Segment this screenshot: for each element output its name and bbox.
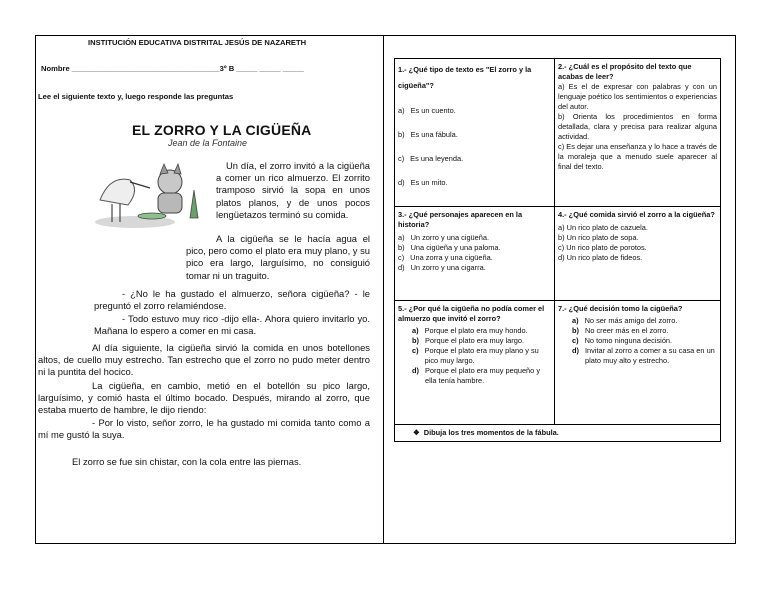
option: a) Un rico plato de cazuela. — [558, 223, 648, 232]
question-3 — [395, 207, 555, 301]
option: a) Es el de expresar con palabras y con un lenguaje poético los sentimientos o experiencias del autor. — [558, 82, 717, 111]
story-paragraph-7: - Por lo visto, señor zorro, le ha gustado mi comida tanto como a mí me gustó la suya. — [38, 417, 370, 441]
draw-instruction: ❖ Dibuja los tres momentos de la fábula. — [395, 425, 721, 442]
story-paragraph-2: A la cigüeña se le hacía agua el pico, pero como el plato era muy plano, y su pico era largo, larguísimo, no consiguió tomar ni un traguito. — [186, 233, 370, 281]
fox-stork-illustration — [90, 160, 216, 230]
option: c) Porque el plato era muy plano y su pico muy largo. — [412, 346, 539, 365]
option: b) Porque el plato era muy largo. — [412, 336, 524, 345]
question-1 — [395, 59, 555, 207]
question-5-title: 5.- ¿Por qué la cigüeña no podía comer el almuerzo que invitó el zorro? — [398, 304, 545, 323]
option: d) Un rico plato de fideos. — [558, 253, 643, 262]
option: d) Invitar al zorro a comer a su casa en un plato muy alto y estrecho. — [572, 346, 715, 365]
story-paragraph-6: La cigüeña, en cambio, metió en el botellón su pico largo, larguísimo, y comió hasta el último bocado. Después, mirando al zorro, que estaba muerto de hambre, le dijo riendo: — [38, 380, 370, 416]
question-2-title: 2.- ¿Cuál es el propósito del texto que acabas de leer? — [558, 62, 692, 81]
story-paragraph-5: Al día siguiente, la cigüeña sirvió la comida en unos botellones altos, de cuello muy estrecho. Tan estrecho que el zorro no pudo meter dentro ni la puntita del hocico. — [38, 342, 370, 378]
question-7-title: 7.- ¿Qué decisión tomo la cigüeña? — [558, 304, 683, 313]
option: a) Es un cuento. — [398, 106, 456, 115]
option: c) No tomo ninguna decisión. — [572, 336, 673, 345]
option: b) Una cigüeña y una paloma. — [398, 243, 501, 252]
question-3-title: 3.- ¿Qué personajes aparecen en la historia? — [398, 210, 523, 229]
story-paragraph-1: Un día, el zorro invitó a la cigüeña a comer un rico almuerzo. El zorrito tramposo sirvió la sopa en unos platos planos, y de unos pocos lengüetazos terminó su comida. — [216, 160, 370, 220]
option: a) Un zorro y una cigüeña. — [398, 233, 490, 242]
question-1-title: 1.- ¿Qué tipo de texto es "El zorro y la cigüeña"? — [398, 65, 532, 90]
column-divider — [383, 35, 384, 544]
option: c) Es una leyenda. — [398, 154, 464, 163]
option: b) No creer más en el zorro. — [572, 326, 669, 335]
option: d) Porque el plato era muy pequeño y ella tenía hambre. — [412, 366, 541, 385]
option: b) Un rico plato de sopa. — [558, 233, 639, 242]
question-4-title: 4.- ¿Qué comida sirvió el zorro a la cigüeña? — [558, 210, 715, 219]
question-2 — [555, 59, 721, 207]
bullet-icon: ❖ — [413, 428, 424, 437]
option: a) Porque el plato era muy hondo. — [412, 326, 528, 335]
instructions: Lee el siguiente texto y, luego responde las preguntas — [38, 92, 234, 101]
option: d) Es un mito. — [398, 178, 448, 187]
option: b) Es una fábula. — [398, 130, 458, 139]
option: a) No ser más amigo del zorro. — [572, 316, 678, 325]
option: c) Una zorra y una cigüeña. — [398, 253, 493, 262]
question-5 — [395, 301, 555, 425]
option: c) Es dejar una enseñanza y lo hace a través de la moraleja que a menudo suele aparecer al final del texto. — [558, 142, 717, 171]
story-paragraph-8: El zorro se fue sin chistar, con la cola entre las piernas. — [72, 456, 302, 467]
story-author: Jean de la Fontaine — [168, 138, 248, 148]
option: b) Orienta los procedimientos en forma detallada, clara y precisa para realizar alguna actividad. — [558, 112, 717, 141]
questions-table — [394, 58, 721, 442]
story-title: EL ZORRO Y LA CIGÜEÑA — [132, 122, 312, 138]
question-4 — [555, 207, 721, 301]
option: c) Un rico plato de porotos. — [558, 243, 647, 252]
option: d) Un zorro y una cigarra. — [398, 263, 486, 272]
institution-title: INSTITUCIÓN EDUCATIVA DISTRITAL JESÚS DE NAZARETH — [88, 38, 307, 47]
story-paragraph-3: - ¿No le ha gustado el almuerzo, señora cigüeña? - le preguntó el zorro relamiéndose. — [94, 288, 370, 312]
name-line: Nombre ___________________________________3º B _____ _____ _____ — [41, 64, 304, 73]
story-paragraph-4: - Todo estuvo muy rico -dijo ella-. Ahora quiero invitarlo yo. Mañana lo espero a comer en mi casa. — [94, 313, 370, 337]
question-7 — [555, 301, 721, 425]
